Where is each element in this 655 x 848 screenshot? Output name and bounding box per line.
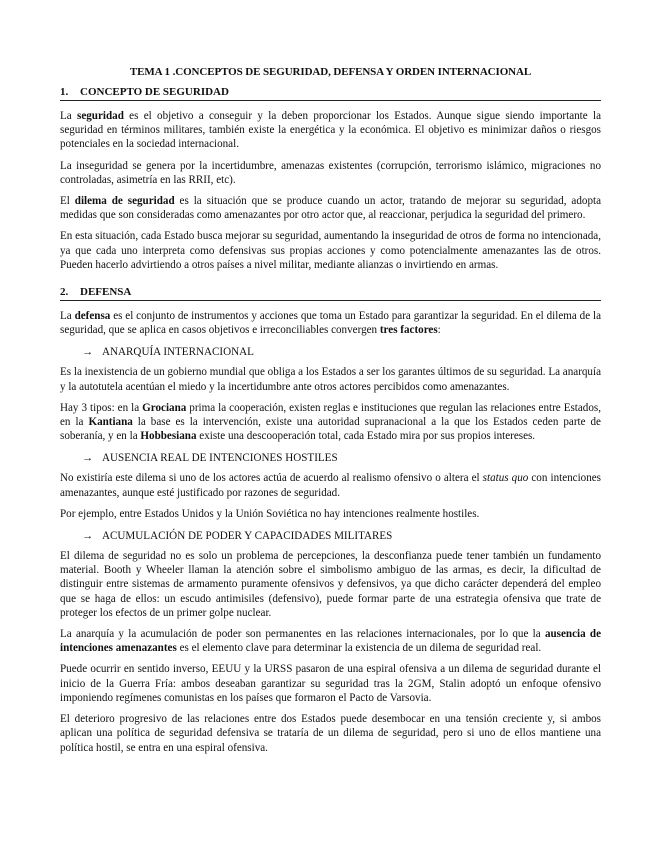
paragraph-inseguridad: La inseguridad se genera por la incertidumbre, amenazas existentes (corrupción, terrorismo islámico, migraciones no controladas, asimetría en las RRII, etc). — [60, 159, 601, 186]
section-number: 2. — [60, 286, 69, 299]
arrow-icon: → — [82, 452, 94, 465]
paragraph-dilema: El dilema de seguridad es la situación que se produce cuando un actor, tratando de mejorar su seguridad, adopta medidas que son consideradas como amenazantes por otro actor que, al reaccionar, perjudica la seguridad del primero. — [60, 195, 601, 222]
arrow-icon: → — [82, 530, 94, 543]
document-page — [60, 66, 601, 755]
bullet-acumulacion — [82, 530, 601, 542]
paragraph-situacion: En esta situación, cada Estado busca mejorar su seguridad, aumentando la inseguridad de otros de forma no intencionada, ya que cada uno interpreta como defensivas sus propias acciones y como potencialmente amenazantes las de otros. Pueden hacerlo advirtiendo a otros países a nivel militar, mediante alianzas o invirtiendo en armas. — [60, 230, 601, 271]
document-title: TEMA 1 .CONCEPTOS DE SEGURIDAD, DEFENSA Y ORDEN INTERNACIONAL — [129, 66, 532, 78]
section-number: 1. — [60, 86, 69, 98]
bullet-label: ANARQUÍA INTERNACIONAL — [102, 346, 254, 359]
section-heading-seguridad — [60, 86, 601, 101]
arrow-icon: → — [82, 346, 94, 359]
paragraph-ejemplo: Por ejemplo, entre Estados Unidos y la Unión Soviética no hay intenciones realmente hostiles. — [60, 507, 480, 520]
paragraph-defensa: La defensa es el conjunto de instrumentos y acciones que toma un Estado para garantizar la seguridad. En el dilema de la seguridad, que se aplica en casos objetivos e irreconciliables convergen tres factores: — [60, 310, 601, 337]
bullet-label: AUSENCIA REAL DE INTENCIONES HOSTILES — [102, 452, 338, 465]
paragraph-tipos: Hay 3 tipos: en la Grociana prima la cooperación, existen reglas e instituciones que regulan las relaciones entre Estados, en la Kantiana la base es la intervención, existe una autoridad supranacional a la que los Estados ceden parte de soberanía, y en la Hobbesiana existe una descooperación total, cada Estado mira por sus propios intereses. — [60, 401, 601, 443]
paragraph-percepciones: El dilema de seguridad no es solo un problema de percepciones, la desconfianza puede tener también un fundamento material. Booth y Wheeler llaman la atención sobre el simbolismo ambiguo de las armas, es decir, la dificultad de distinguir entre sistemas de armamento puramente ofensivos y defensivos, ya que dicho carácter dependerá del empleo que se haga de ellos: un escudo antimisiles (defensivo), puede formar parte de una estrategia ofensiva que trate de proteger los efectos de un primer golpe nuclear. — [60, 550, 601, 619]
paragraph-ausencia: No existiría este dilema si uno de los actores actúa de acuerdo al realismo ofensivo o altera el status quo con intenciones amenazantes, aunque esté justificado por razones de seguridad. — [60, 472, 602, 499]
section-title: CONCEPTO DE SEGURIDAD — [80, 86, 229, 98]
section-heading-defensa — [60, 286, 601, 301]
bullet-ausencia — [82, 452, 601, 464]
paragraph-inverso: Puede ocurrir en sentido inverso, EEUU y la URSS pasaron de una espiral ofensiva a un dilema de seguridad durante el inicio de la Guerra Fría: ambos deseaban garantizar su seguridad tras la 2GM, Stalin adoptó un enfoque ofensivo imponiendo regímenes comunistas en los países que formaron el Pacto de Varsovia. — [60, 663, 601, 704]
section-title: DEFENSA — [80, 286, 132, 299]
paragraph-seguridad: La seguridad es el objetivo a conseguir y la deben proporcionar los Estados. Aunque sigue siendo importante la seguridad en términos militares, también existe la energética y la económica. El objetivo es minimizar daños o riesgos potenciales en la sociedad internacional. — [60, 110, 601, 151]
bullet-label: ACUMULACIÓN DE PODER Y CAPACIDADES MILITARES — [102, 530, 393, 543]
bullet-anarquia — [82, 346, 601, 358]
paragraph-anarquia-acumulacion: La anarquía y la acumulación de poder son permanentes en las relaciones internacionales, por lo que la ausencia de intenciones amenazantes es el elemento clave para determinar la existencia de un dilema de seguridad real. — [60, 628, 601, 655]
paragraph-deterioro: El deterioro progresivo de las relaciones entre dos Estados puede desembocar en una tensión creciente y, si ambos aplican una política de seguridad defensiva se trataría de un dilema de seguridad, pero si uno de ellos mantiene una política hostil, se entra en una espiral ofensiva. — [60, 713, 601, 754]
paragraph-anarquia: Es la inexistencia de un gobierno mundial que obliga a los Estados a ser los garantes últimos de su seguridad. La anarquía y la autotutela acentúan el miedo y la incertidumbre ante otros actores percibidos como amenazantes. — [60, 366, 601, 393]
